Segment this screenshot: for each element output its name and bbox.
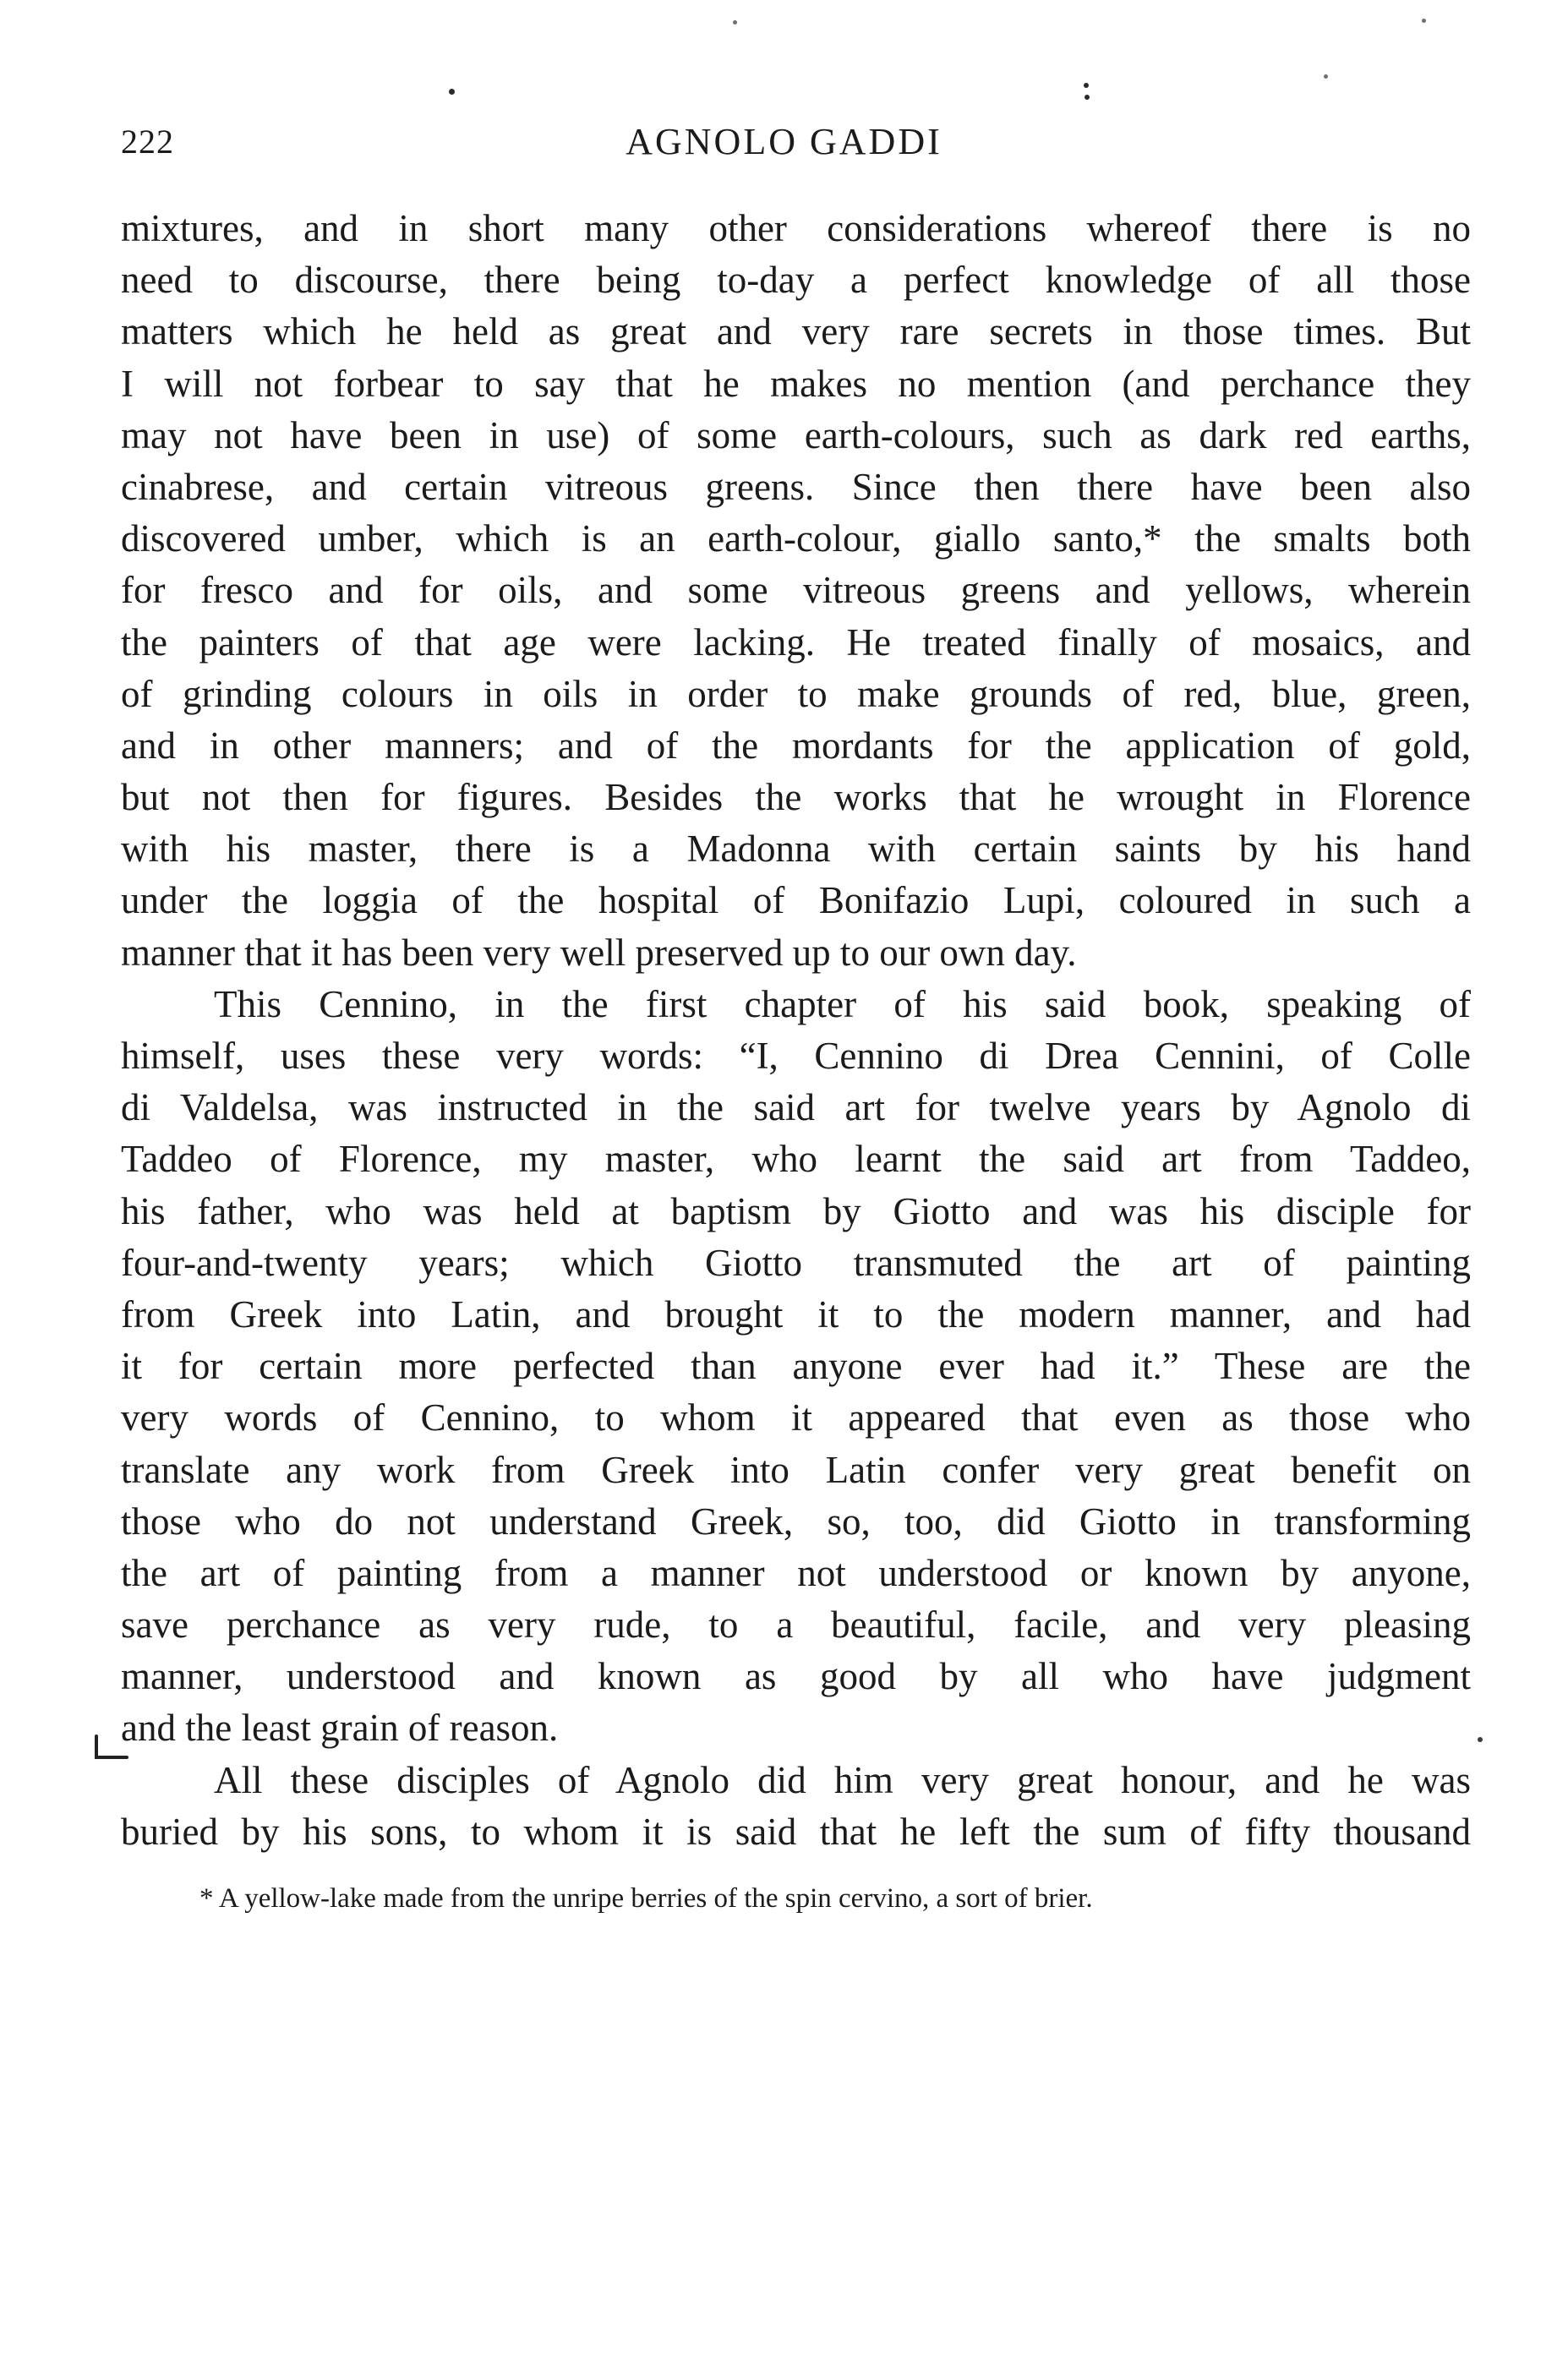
text-line: matters which he held as great and very rare secrets in those times. But — [121, 310, 1471, 353]
body-text — [121, 203, 1471, 1858]
text-line: the art of painting from a manner not understood or known by anyone, — [121, 1551, 1471, 1594]
text-line: cinabrese, and certain vitreous greens. Since then there have been also — [121, 465, 1471, 508]
text-line: translate any work from Greek into Latin confer very great benefit on — [121, 1448, 1471, 1491]
print-speck — [1324, 74, 1328, 79]
text-line: save perchance as very rude, to a beautiful, facile, and very pleasing — [121, 1603, 1471, 1647]
print-speck — [1422, 19, 1426, 23]
text-line: manner, understood and known as good by all who have judgment — [121, 1655, 1471, 1698]
print-speck — [449, 89, 455, 95]
print-speck — [733, 20, 737, 25]
text-line: of grinding colours in oils in order to make grounds of red, blue, green, — [121, 672, 1471, 715]
print-speck — [1084, 95, 1090, 100]
bracket-mark-icon — [91, 1735, 130, 1760]
text-line: his father, who was held at baptism by Giotto and was his disciple for — [121, 1189, 1471, 1232]
text-line: himself, uses these very words: “I, Cennino di Drea Cennini, of Colle — [121, 1035, 1471, 1077]
text-line: from Greek into Latin, and brought it to the modern manner, and had — [121, 1292, 1471, 1336]
text-line: those who do not understand Greek, so, too, did Giotto in transforming — [121, 1500, 1471, 1543]
text-line: it for certain more perfected than anyone ever had it.” These are the — [121, 1345, 1471, 1388]
text-line: mixtures, and in short many other considerations whereof there is no — [121, 207, 1471, 249]
text-line: need to discourse, there being to-day a perfect knowledge of all those — [121, 259, 1471, 302]
text-line: the painters of that age were lacking. He treated finally of mosaics, and — [121, 620, 1471, 664]
text-line: and in other manners; and of the mordants for the application of gold, — [121, 724, 1471, 767]
paragraph-end-line: and the least grain of reason. — [121, 1707, 559, 1750]
text-line: four-and-twenty years; which Giotto transmuted the art of painting — [121, 1241, 1471, 1284]
print-speck — [1084, 83, 1089, 88]
text-line: very words of Cennino, to whom it appeared that even as those who — [121, 1396, 1471, 1440]
paragraph-start-line: This Cennino, in the first chapter of his said book, speaking of — [214, 982, 1471, 1025]
paragraph-start-line: All these disciples of Agnolo did him very great honour, and he was — [214, 1758, 1471, 1801]
print-speck — [1478, 1737, 1483, 1742]
text-line: but not then for figures. Besides the works that he wrought in Florence — [121, 776, 1471, 819]
text-line: may not have been in use) of some earth-colours, such as dark red earths, — [121, 413, 1471, 456]
text-line: discovered umber, which is an earth-colour, giallo santo,* the smalts both — [121, 517, 1471, 560]
text-line: buried by his sons, to whom it is said that he left the sum of fifty thousand — [121, 1810, 1471, 1853]
page-number: 222 — [121, 123, 174, 161]
text-line: I will not forbear to say that he makes no mention (and perchance they — [121, 362, 1471, 405]
text-line: di Valdelsa, was instructed in the said art for twelve years by Agnolo di — [121, 1086, 1471, 1129]
paragraph-end-line: manner that it has been very well preserved up to our own day. — [121, 931, 1077, 974]
running-head: AGNOLO GADDI — [626, 121, 942, 162]
text-line: for fresco and for oils, and some vitreous greens and yellows, wherein — [121, 569, 1471, 612]
text-line: Taddeo of Florence, my master, who learnt the said art from Taddeo, — [121, 1138, 1471, 1181]
footnote: * A yellow-lake made from the unripe berries of the spin cervino, a sort of brier. — [199, 1883, 1093, 1914]
text-line: with his master, there is a Madonna with certain saints by his hand — [121, 828, 1471, 871]
text-line: under the loggia of the hospital of Bonifazio Lupi, coloured in such a — [121, 879, 1471, 922]
